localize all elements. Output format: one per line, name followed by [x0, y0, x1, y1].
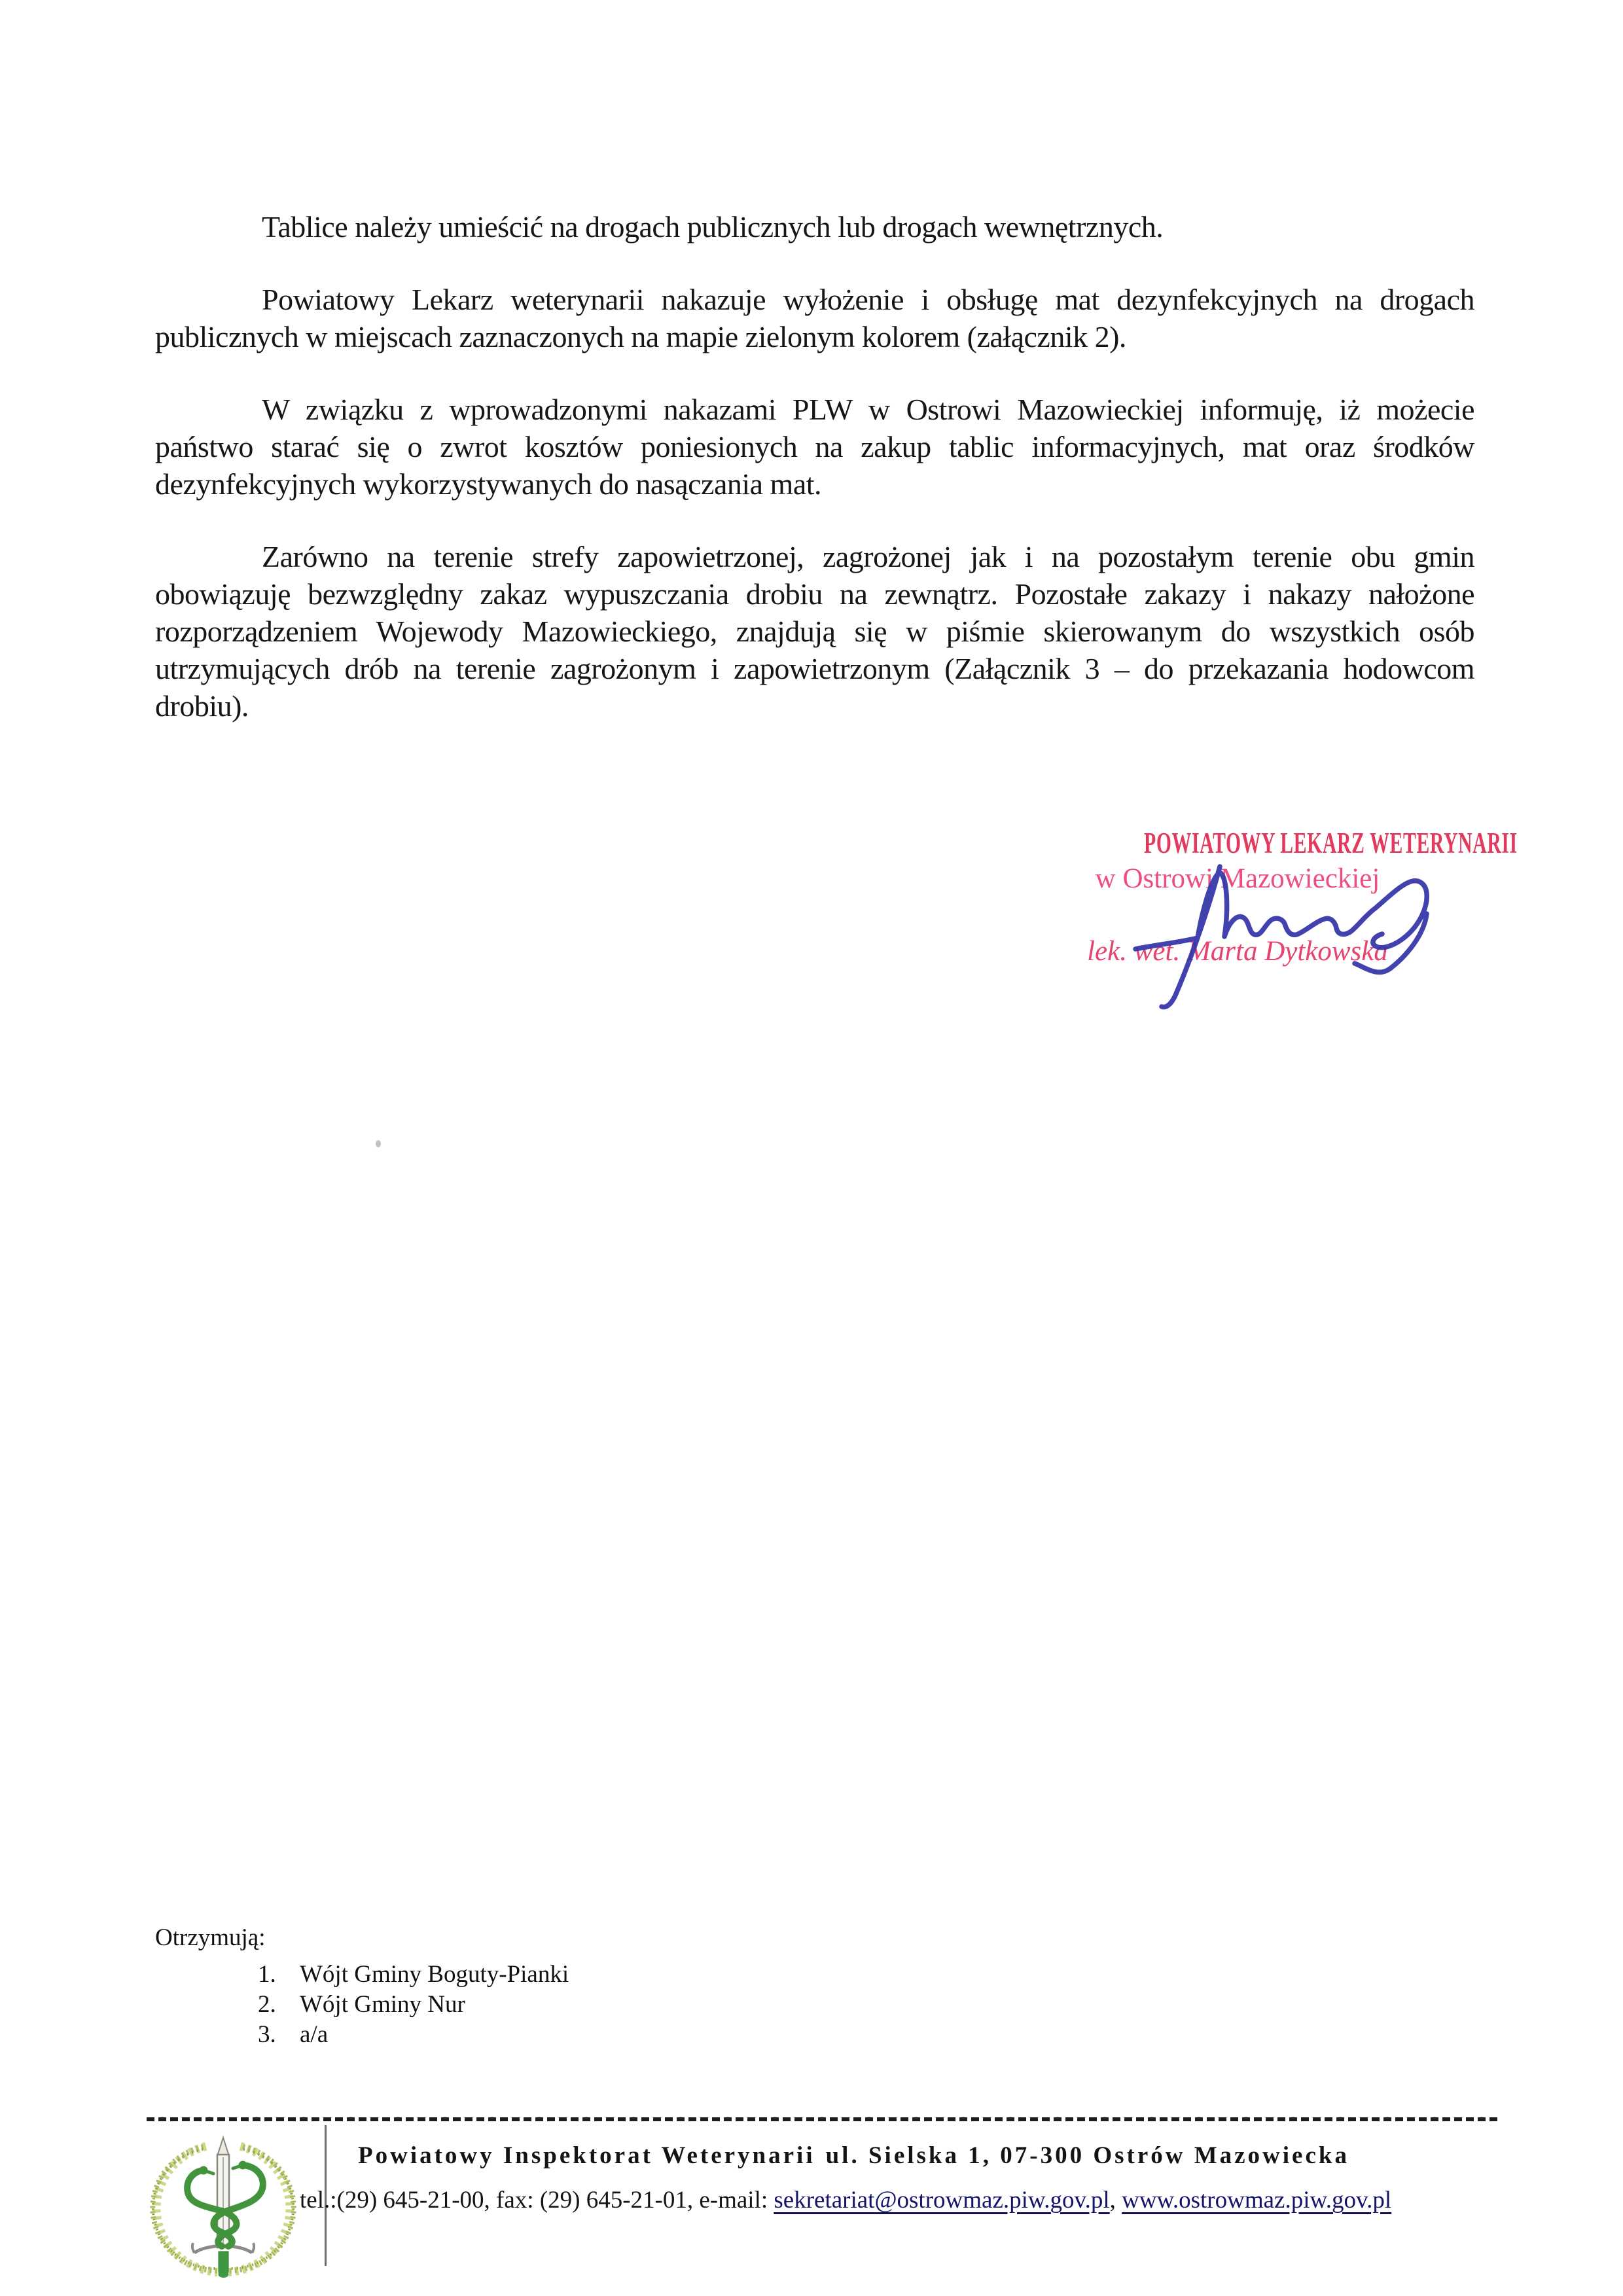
handwritten-signature — [1099, 851, 1466, 1034]
list-item — [155, 1990, 569, 2020]
letter-body — [155, 208, 1474, 760]
stamp-location: w Ostrowi Mazowieckiej — [1095, 863, 1380, 894]
footer-website-link[interactable]: www.ostrowmaz.piw.gov.pl — [1122, 2187, 1392, 2214]
distribution-list — [155, 1923, 569, 2050]
list-item-text: Wójt Gminy Nur — [300, 1991, 465, 2018]
footer-email-link[interactable]: sekretariat@ostrowmaz.piw.gov.pl — [774, 2187, 1110, 2214]
scan-artifact-dot — [376, 1140, 381, 1147]
veterinary-caduceus-logo-icon — [147, 2132, 311, 2293]
footer-org-line — [358, 2142, 1349, 2170]
list-item — [155, 1960, 569, 1990]
list-item-text: a/a — [300, 2021, 329, 2048]
footer-contact-text: tel.:(29) 645-21-00, fax: (29) 645-21-01, e-mail: — [300, 2187, 774, 2214]
footer-org-name: Powiatowy Inspektorat Weterynarii — [358, 2142, 815, 2169]
list-item-number: 1. — [258, 1961, 276, 1988]
footer-contact-line — [300, 2186, 1391, 2214]
list-item-number: 3. — [258, 2021, 276, 2048]
paragraph-zwrot-kosztow: W związku z wprowadzonymi nakazami PLW w Ostrowi Mazowieckiej informuję, iż możecie państwo starać się o zwrot kosztów poniesionych na zakup tablic informacyjnych, mat oraz środków dezynfekcyjnych wykorzystywanych do nasączania mat. — [155, 393, 1474, 501]
paragraph-nakaz-mat: Powiatowy Lekarz weterynarii nakazuje wyłożenie i obsługę mat dezynfekcyjnych na drogach publicznych w miejscach zaznaczonych na mapie zielonym kolorem (załącznik 2). — [155, 283, 1474, 353]
list-item — [155, 2020, 569, 2050]
list-item-number: 2. — [258, 1991, 276, 2018]
paragraph-tablice: Tablice należy umieścić na drogach publicznych lub drogach wewnętrznych. — [262, 210, 1164, 243]
footer-address: ul. Sielska 1, 07-300 Ostrów Mazowiecka — [825, 2142, 1349, 2169]
distribution-rows — [155, 1960, 569, 2050]
footer-link-separator: , — [1109, 2187, 1122, 2214]
stamp-title: POWIATOWY LEKARZ WETERYNARII — [1144, 827, 1518, 859]
dashed-divider — [147, 2117, 1501, 2121]
paragraph-zakazy: Zarówno na terenie strefy zapowietrzonej, zagrożonej jak i na pozostałym terenie obu gmin obowiązuję bezwzględny zakaz wypuszczania drobiu na zewnątrz. Pozostałe zakazy i nakazy nałożone rozporządzeniem Wojewody Mazowieckiego, znajdują się w piśmie skierowanym do wszystkich osób utrzymujących drób na terenie zagrożonym i zapowietrzonym (Załącznik 3 – do przekazania hodowcom drobiu). — [155, 540, 1474, 723]
distribution-label: Otrzymują: — [155, 1924, 266, 1951]
list-item-text: Wójt Gminy Boguty-Pianki — [300, 1961, 569, 1988]
stamp-signatory-name: lek. wet. Marta Dytkowska — [1087, 936, 1388, 967]
